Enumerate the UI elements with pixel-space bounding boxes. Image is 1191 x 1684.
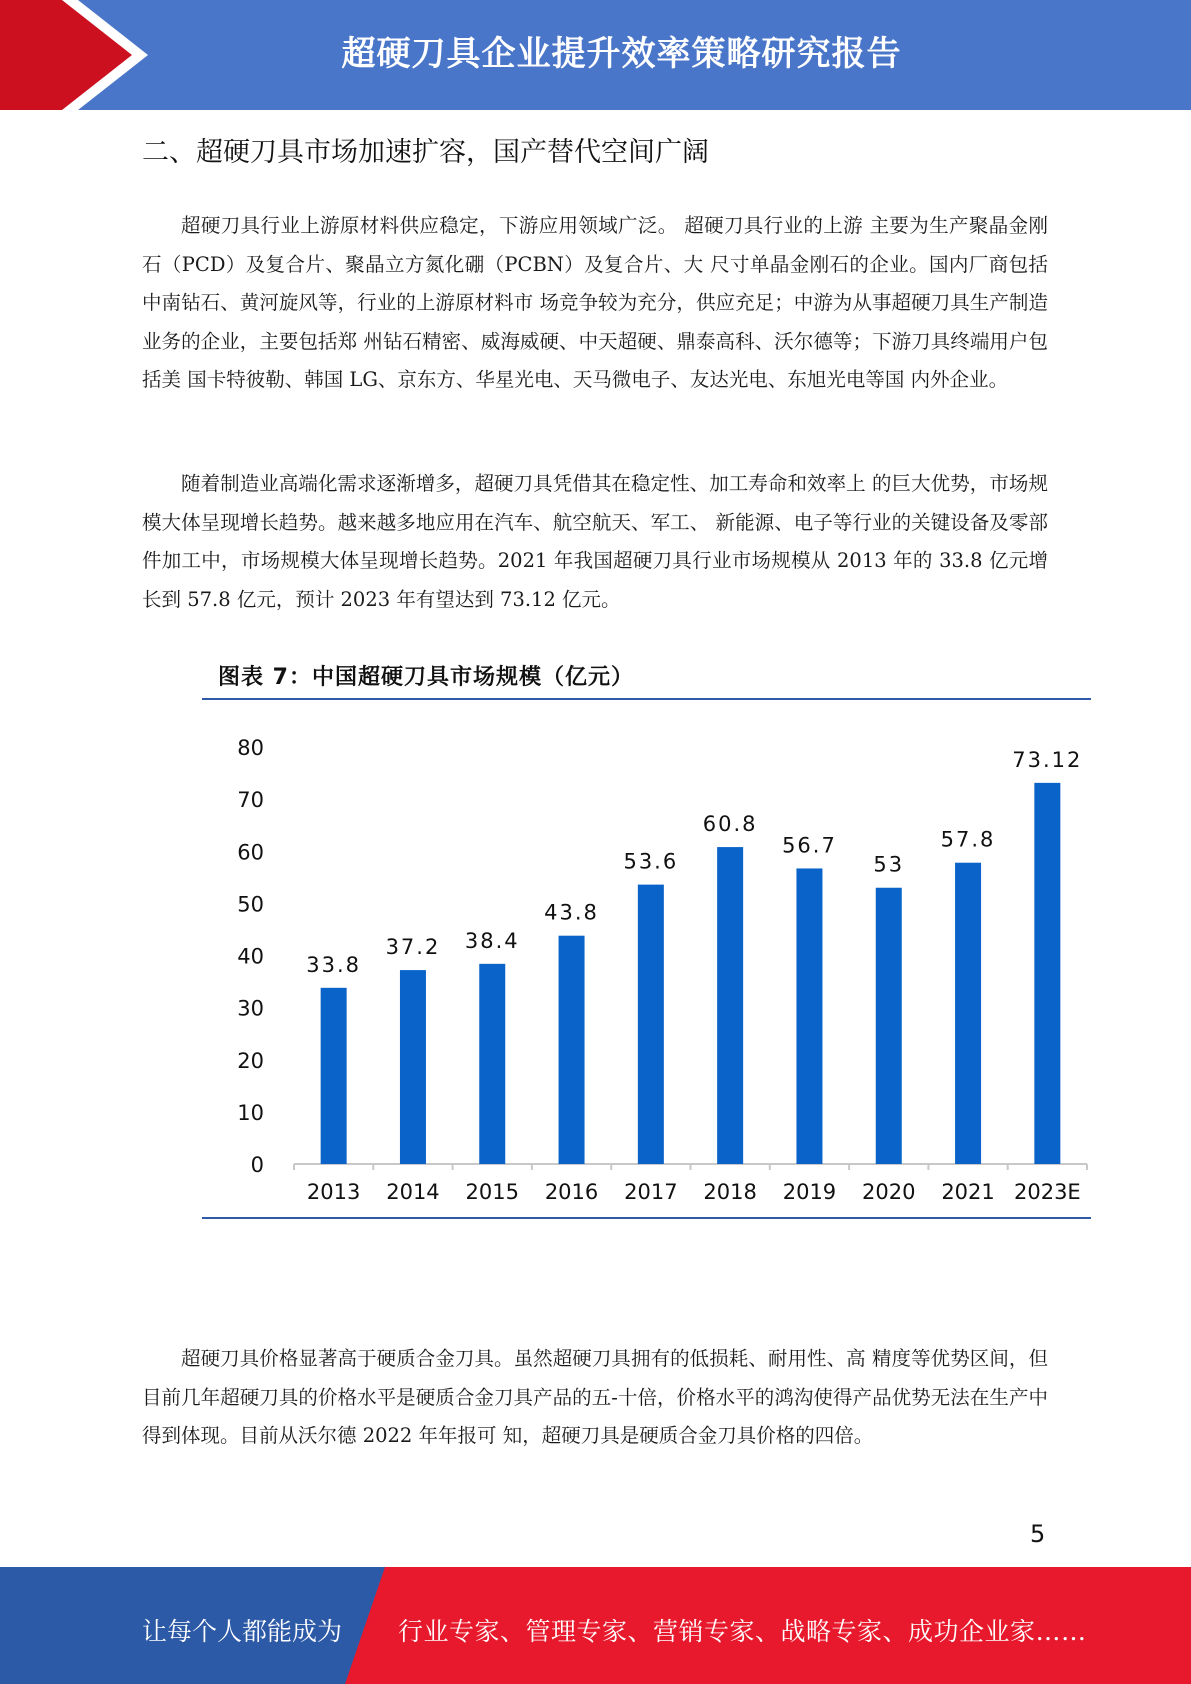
bar [479, 964, 505, 1164]
figure-bottom-rule [202, 1217, 1091, 1219]
y-tick-label: 40 [237, 944, 264, 969]
data-label: 38.4 [464, 928, 520, 953]
x-tick-label: 2020 [862, 1180, 916, 1204]
page-number: 5 [1030, 1520, 1046, 1548]
figure-title: 图表 7：中国超硬刀具市场规模（亿元） [218, 665, 634, 690]
bar [400, 970, 426, 1164]
paragraph-price: 超硬刀具价格显著高于硬质合金刀具。虽然超硬刀具拥有的低损耗、耐用性、高 精度等优势区间，但目前几年超硬刀具的价格水平是硬质合金刀具产品的五-十倍，价格水平的鸿沟使得产品优势无法在生产中得到体现。目前从沃尔德 2022 年年报可 知，超硬刀具是硬质合金刀具价格的四倍。 [142, 1347, 1048, 1447]
data-label: 73.12 [1012, 747, 1083, 772]
data-label: 33.8 [306, 952, 362, 977]
paragraph-growth: 随着制造业高端化需求逐渐增多，超硬刀具凭借其在稳定性、加工寿命和效率上 的巨大优势，市场规模大体呈现增长趋势。越来越多地应用在汽车、航空航天、军工、 新能源、电子等行业的关键设备及零部件加工中，市场规模大体呈现增长趋势。2021 年我国超硬刀具行业市场规模从 2013 年的 33.8 亿元增长到 57.8 亿元，预计 2023 年有望达到 73.12 亿元。 [142, 472, 1048, 611]
bar [796, 868, 822, 1164]
paragraph-upstream: 超硬刀具行业上游原材料供应稳定，下游应用领域广泛。 超硬刀具行业的上游 主要为生产聚晶金刚石（PCD）及复合片、聚晶立方氮化硼（PCBN）及复合片、大 尺寸单晶金刚石的企业。国内厂商包括中南钻石、黄河旋风等，行业的上游原材料市 场竞争较为充分，供应充足；中游为从事超硬刀具生产制造业务的企业，主要包括郑 州钻石精密、威海威硬、中天超硬、鼎泰高科、沃尔德等；下游刀具终端用户包括美 国卡特彼勒、韩国 LG、京东方、华星光电、天马微电子、友达光电、东旭光电等国 内外企业。 [142, 214, 1048, 391]
bar [717, 847, 743, 1164]
section-heading: 二、超硬刀具市场加速扩容，国产替代空间广阔 [142, 137, 709, 168]
data-label: 56.7 [782, 833, 837, 858]
x-tick-label: 2017 [624, 1180, 678, 1204]
x-tick-label: 2016 [544, 1180, 599, 1204]
report-title: 超硬刀具企业提升效率策略研究报告 [341, 34, 902, 74]
bar [1034, 783, 1060, 1164]
market-size-bar-chart [202, 700, 1091, 1215]
y-tick-label: 10 [237, 1100, 264, 1125]
x-tick-label: 2018 [703, 1180, 757, 1204]
footer-slogan-right: 行业专家、管理专家、营销专家、战略专家、成功企业家…… [398, 1617, 1087, 1646]
data-label: 53 [873, 852, 905, 877]
y-tick-label: 0 [250, 1153, 264, 1177]
footer-slogan-left: 让每个人都能成为 [142, 1617, 343, 1646]
x-tick-label: 2019 [782, 1180, 837, 1204]
bar [638, 885, 664, 1164]
footer-band [0, 1567, 1191, 1684]
y-tick-label: 50 [237, 892, 264, 917]
y-tick-label: 20 [237, 1048, 264, 1073]
x-tick-label: 2023E [1013, 1180, 1081, 1204]
y-tick-label: 80 [237, 736, 264, 760]
x-tick-label: 2013 [306, 1180, 361, 1204]
data-label: 37.2 [385, 935, 441, 960]
bar [876, 888, 902, 1164]
x-tick-label: 2015 [465, 1180, 519, 1204]
header-band [0, 0, 1191, 110]
bar [321, 988, 347, 1164]
data-label: 60.8 [702, 812, 758, 837]
y-tick-label: 60 [237, 840, 264, 865]
y-tick-label: 30 [237, 996, 264, 1021]
data-label: 53.6 [623, 849, 679, 874]
bar [955, 863, 981, 1164]
data-label: 57.8 [940, 827, 996, 852]
y-tick-label: 70 [237, 788, 264, 813]
bar [559, 936, 585, 1164]
data-label: 43.8 [544, 900, 599, 925]
x-tick-label: 2021 [941, 1180, 995, 1204]
x-tick-label: 2014 [386, 1180, 440, 1204]
